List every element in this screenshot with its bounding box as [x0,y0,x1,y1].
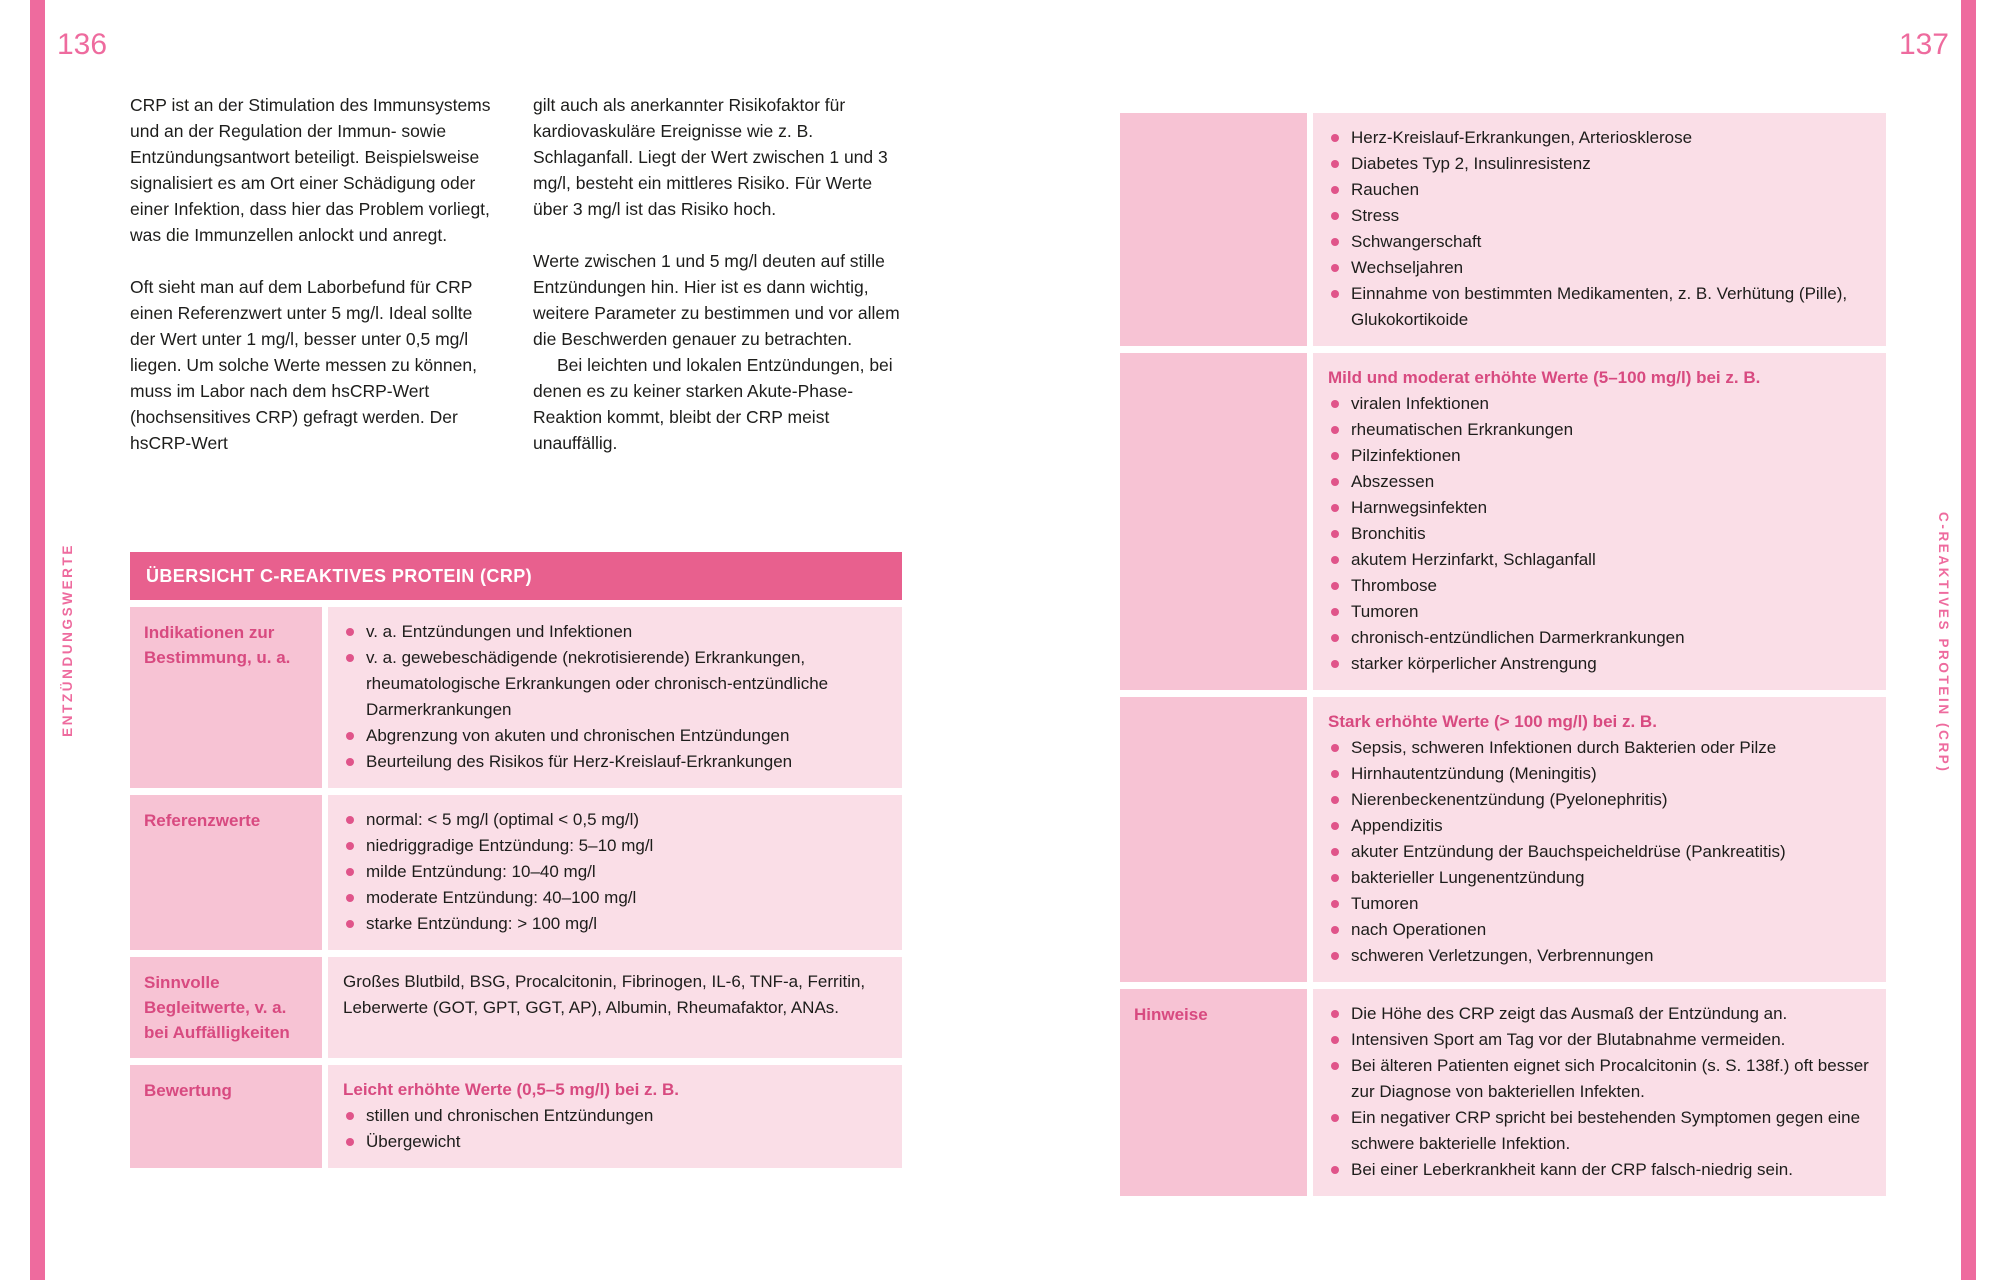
article-column-2 [533,92,902,482]
bullet-item: Intensiven Sport am Tag vor der Blutabnahme vermeiden. [1328,1027,1870,1053]
bullet-item: Thrombose [1328,573,1870,599]
bullet-item: Übergewicht [343,1129,886,1155]
bullet-list [1328,125,1870,333]
bullet-item: stillen und chronischen Entzündungen [343,1103,886,1129]
bullet-item: Harnwegsinfekten [1328,495,1870,521]
bullet-item: v. a. gewebeschädigende (nekrotisierende) Erkrankungen, rheumatologische Erkrankungen oder chronisch-entzündliche Darmerkrankungen [343,645,886,723]
bullet-item: Pilzinfektionen [1328,443,1870,469]
paragraph: Werte zwischen 1 und 5 mg/l deuten auf stille Entzündungen hin. Hier ist es dann wichtig, weitere Parameter zu bestimmen und vor allem die Beschwerden genauer zu betrachten. [533,251,900,349]
table-row [1120,989,1886,1196]
margin-label-chapter: ENTZÜNDUNGSWERTE [60,543,75,737]
bullet-item: starker körperlicher Anstrengung [1328,651,1870,677]
paragraph: CRP ist an der Stimulation des Immunsystems und an der Regulation der Immun- sowie Entzündungsantwort beteiligt. Beispielsweise signalisiert es am Ort einer Schädigung oder einer Infektion, dass hier das Problem vorliegt, was die Immunzellen anlockt und anregt. [130,95,491,245]
bullet-item: Diabetes Typ 2, Insulinresistenz [1328,151,1870,177]
bullet-item: Bei einer Leberkrankheit kann der CRP falsch-niedrig sein. [1328,1157,1870,1183]
bullet-item: rheumatischen Erkrankungen [1328,417,1870,443]
bullet-item: Herz-Kreislauf-Erkrankungen, Arteriosklerose [1328,125,1870,151]
bullet-item: starke Entzündung: > 100 mg/l [343,911,886,937]
paragraph: gilt auch als anerkannter Risikofaktor für kardiovaskuläre Ereignisse wie z. B. Schlaganfall. Liegt der Wert zwischen 1 und 3 mg/l, besteht ein mittleres Risiko. Für Werte über 3 mg/l ist das Risiko hoch. [533,95,888,219]
bullet-item: akuter Entzündung der Bauchspeicheldrüse (Pankreatitis) [1328,839,1870,865]
table-row [1120,353,1886,690]
bullet-item: Bronchitis [1328,521,1870,547]
bullet-item: Ein negativer CRP spricht bei bestehenden Symptomen gegen eine schwere bakterielle Infektion. [1328,1105,1870,1157]
paragraph: Bei leichten und lokalen Entzündungen, bei denen es zu keiner starken Akute-Phase-Reaktion kommt, bleibt der CRP meist unauffällig. [533,355,893,453]
crp-table-right [1120,113,1886,1196]
table-row [130,957,902,1058]
bullet-item: Die Höhe des CRP zeigt das Ausmaß der Entzündung an. [1328,1001,1870,1027]
bullet-item: Wechseljahren [1328,255,1870,281]
row-label: Bewertung [130,1065,322,1168]
bullet-item: moderate Entzündung: 40–100 mg/l [343,885,886,911]
bullet-item: Stress [1328,203,1870,229]
row-content [1313,697,1886,982]
bullet-list [1328,735,1870,969]
bullet-item: Nierenbeckenentzündung (Pyelonephritis) [1328,787,1870,813]
article-text [130,92,902,482]
bullet-item: Einnahme von bestimmten Medikamenten, z. B. Verhütung (Pille), Glukokortikoide [1328,281,1870,333]
table-row [130,607,902,788]
row-content [1313,113,1886,346]
content-heading: Leicht erhöhte Werte (0,5–5 mg/l) bei z. B. [343,1080,679,1099]
bullet-list [343,619,886,775]
row-content [328,957,902,1058]
bullet-item: niedriggradige Entzündung: 5–10 mg/l [343,833,886,859]
bullet-item: Abgrenzung von akuten und chronischen Entzündungen [343,723,886,749]
bullet-item: Tumoren [1328,891,1870,917]
bullet-item: Sepsis, schweren Infektionen durch Bakterien oder Pilze [1328,735,1870,761]
row-text: Großes Blutbild, BSG, Procalcitonin, Fibrinogen, IL-6, TNF-a, Ferritin, Leberwerte (GOT, GPT, GGT, AP), Albumin, Rheumafaktor, ANAs. [343,972,866,1017]
article-column-1 [130,92,499,482]
row-label: Sinnvolle Begleitwerte, v. a. bei Auffälligkeiten [130,957,322,1058]
content-heading: Mild und moderat erhöhte Werte (5–100 mg/l) bei z. B. [1328,368,1761,387]
paragraph: Oft sieht man auf dem Laborbefund für CRP einen Referenzwert unter 5 mg/l. Ideal sollte der Wert unter 1 mg/l, besser unter 0,5 mg/l liegen. Um solche Werte messen zu können, muss im Labor nach dem hsCRP-Wert (hochsensitives CRP) gefragt werden. Der hsCRP-Wert [130,277,477,453]
row-content [1313,989,1886,1196]
bullet-item: Abszessen [1328,469,1870,495]
page-number-right: 137 [1898,28,1949,61]
right-edge-bar [1961,0,1976,1280]
bullet-list [1328,391,1870,677]
bullet-item: akutem Herzinfarkt, Schlaganfall [1328,547,1870,573]
bullet-item: Bei älteren Patienten eignet sich Procalcitonin (s. S. 138f.) oft besser zur Diagnose von bakteriellen Infekten. [1328,1053,1870,1105]
bullet-item: milde Entzündung: 10–40 mg/l [343,859,886,885]
row-content [328,607,902,788]
crp-table-title: ÜBERSICHT C-REAKTIVES PROTEIN (CRP) [130,552,902,600]
bullet-item: nach Operationen [1328,917,1870,943]
bullet-list [1328,1001,1870,1183]
content-heading: Stark erhöhte Werte (> 100 mg/l) bei z. B. [1328,712,1657,731]
bullet-item: v. a. Entzündungen und Infektionen [343,619,886,645]
table-row [1120,697,1886,982]
page-number-left: 136 [57,28,108,61]
bullet-list [343,1103,886,1155]
bullet-item: Appendizitis [1328,813,1870,839]
row-label [1120,113,1307,346]
bullet-list [343,807,886,937]
row-label [1120,697,1307,982]
left-edge-bar [30,0,45,1280]
bullet-item: Hirnhautentzündung (Meningitis) [1328,761,1870,787]
row-content [328,795,902,950]
crp-table-left [130,552,902,1168]
bullet-item: Beurteilung des Risikos für Herz-Kreislauf-Erkrankungen [343,749,886,775]
bullet-item: viralen Infektionen [1328,391,1870,417]
bullet-item: Schwangerschaft [1328,229,1870,255]
row-content [328,1065,902,1168]
row-label: Referenzwerte [130,795,322,950]
margin-label-section: C-REAKTIVES PROTEIN (CRP) [1936,512,1951,774]
row-label [1120,353,1307,690]
table-row [1120,113,1886,346]
bullet-item: chronisch-entzündlichen Darmerkrankungen [1328,625,1870,651]
row-content [1313,353,1886,690]
row-label: Indikationen zur Bestimmung, u. a. [130,607,322,788]
bullet-item: schweren Verletzungen, Verbrennungen [1328,943,1870,969]
row-label: Hinweise [1120,989,1307,1196]
bullet-item: normal: < 5 mg/l (optimal < 0,5 mg/l) [343,807,886,833]
bullet-item: Rauchen [1328,177,1870,203]
bullet-item: Tumoren [1328,599,1870,625]
table-row [130,1065,902,1168]
bullet-item: bakterieller Lungenentzündung [1328,865,1870,891]
table-row [130,795,902,950]
